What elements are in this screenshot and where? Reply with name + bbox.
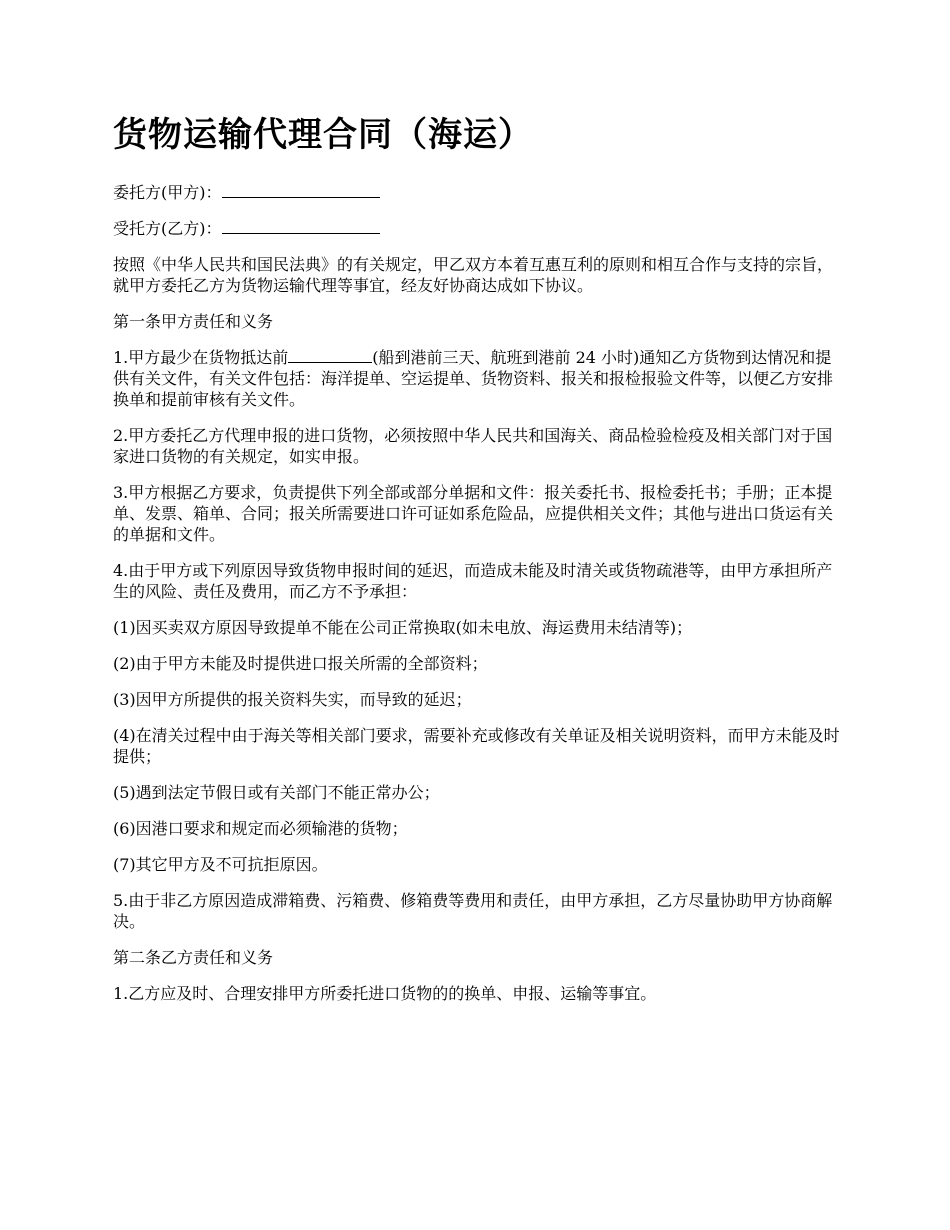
notice-time-blank[interactable] [288,347,372,363]
article-1-item-4: 4.由于甲方或下列原因导致货物申报时间的延迟，而造成未能及时清关或货物疏港等，由甲方承担所产生的风险、责任及费用，而乙方不予承担： [113,561,833,601]
party-b-blank[interactable] [222,218,380,234]
article-1-subitem-4: (4)在清关过程中由于海关等相关部门要求，需要补充或修改有关单证及相关说明资料，而甲方未能及时提供； [113,726,840,766]
article-2-item-1: 1.乙方应及时、合理安排甲方所委托进口货物的的换单、申报、运输等事宜。 [113,984,657,1003]
article-2-heading: 第二条乙方责任和义务 [113,948,274,967]
party-b-label: 受托方(乙方)： [113,219,222,238]
article-1-subitem-5: (5)遇到法定节假日或有关部门不能正常办公； [113,783,440,802]
article-1-subitem-3: (3)因甲方所提供的报关资料失实，而导致的延迟； [113,690,472,709]
party-a-line [113,182,841,203]
article-1-item-1 [113,347,841,410]
article-1-item-3: 3.甲方根据乙方要求，负责提供下列全部或部分单据和文件：报关委托书、报检委托书；手册；正本提单、发票、箱单、合同；报关所需要进口许可证如系危险品，应提供相关文件；其他与进出口货运有关的单据和文件。 [113,483,834,544]
article-1-item-2: 2.甲方委托乙方代理申报的进口货物，必须按照中华人民共和国海关、商品检验检疫及相关部门对于国家进口货物的有关规定，如实申报。 [113,426,833,466]
item-1-text-after: (船到港前三天、航班到港前 24 小时)通知乙方货物到达情况和提供有关文件，有关文件包括：海洋提单、空运提单、货物资料、报关和报检报验文件等，以便乙方安排换单和提前审核有关文件。 [113,348,834,409]
article-1-item-5: 5.由于非乙方原因造成滞箱费、污箱费、修箱费等费用和责任，由甲方承担，乙方尽量协助甲方协商解决。 [113,891,833,931]
document-title: 货物运输代理合同（海运） [113,115,533,155]
party-b-line [113,218,841,239]
article-1-subitem-6: (6)因港口要求和规定而必须输港的货物； [113,819,408,838]
party-a-blank[interactable] [222,182,380,198]
article-1-heading: 第一条甲方责任和义务 [113,312,274,331]
party-a-label: 委托方(甲方)： [113,183,222,202]
article-1-subitem-2: (2)由于甲方未能及时提供进口报关所需的全部资料； [113,654,488,673]
article-1-subitem-7: (7)其它甲方及不可抗拒原因。 [113,855,328,874]
article-1-subitem-1: (1)因买卖双方原因导致提单不能在公司正常换取(如未电放、海运费用未结清等)； [113,618,693,637]
contract-page [113,110,841,1019]
intro-paragraph: 按照《中华人民共和国民法典》的有关规定，甲乙双方本着互惠互利的原则和相互合作与支持的宗旨，就甲方委托乙方为货物运输代理等事宜，经友好协商达成如下协议。 [113,255,834,295]
item-1-text-before: 1.甲方最少在货物抵达前 [113,348,289,367]
